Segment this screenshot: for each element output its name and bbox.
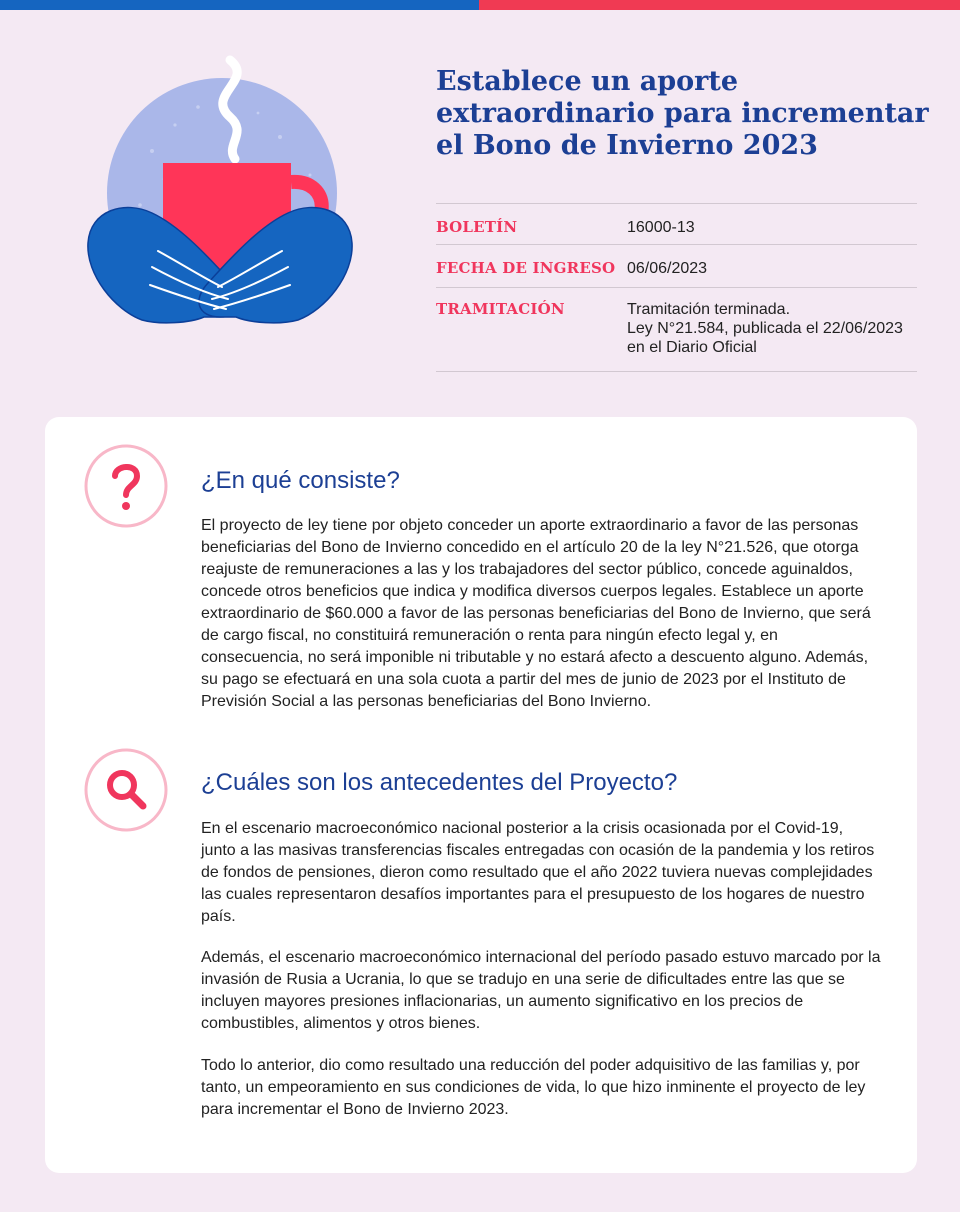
meta-value: 16000-13 — [627, 219, 695, 236]
meta-value: 06/06/2023 — [627, 260, 708, 277]
page-title: Establece un aporte extraordinario para incrementar el Bono de Invierno 2023 — [436, 66, 929, 161]
meta-value: Tramitación terminada. Ley N°21.584, publicada el 22/06/2023 en el Diario Oficial — [627, 301, 903, 356]
meta-row-fecha-ingreso — [436, 245, 917, 288]
top-color-bar — [0, 0, 960, 10]
section-paragraph: Además, el escenario macroeconómico internacional del período pasado estuvo marcado por la invasión de Rusia a Ucrania, lo que se tradujo en una serie de dificultades entre las que se incluyen mayores presiones inflacionarias, un aumento significativo en los precios de combustibles, alimentos y otros bienes. — [201, 949, 881, 1032]
section-paragraph: El proyecto de ley tiene por objeto conceder un aporte extraordinario a favor de las personas beneficiarias del Bono de Invierno concedido en el artículo 20 de la ley N°21.526, que otorga reajuste de remuneraciones a las y los trabajadores del sector público, concede aguinaldos, concede otros beneficios que indica y modifica diversos cuerpos legales. Establece un aporte extraordinario de $60.000 a favor de las personas beneficiarias del Bono de Invierno, que será de cargo fiscal, no constituirá remuneración o renta para ningún efecto legal y, en consecuencia, no será imponible ni tributable y no estará afecto a descuento alguno. Además, su pago se efectuará en una sola cuota a partir del mes de junio de 2023 por el Instituto de Previsión Social a las personas beneficiarias del Bono Invierno. — [201, 517, 871, 710]
magnifier-icon — [83, 747, 169, 833]
hands-holding-hot-mug-icon — [80, 55, 360, 345]
top-bar-red — [479, 0, 960, 10]
question-mark-icon — [83, 443, 169, 529]
section-paragraph: En el escenario macroeconómico nacional posterior a la crisis ocasionada por el Covid-19, junto a las masivas transferencias fiscales entregadas con ocasión de la pandemia y los retiros de fondos de pensiones, dieron como resultado que el año 2022 tuviera nuevas complejidades las cuales representaron desafíos importantes para el presupuesto de los hogares de nuestro país. — [201, 820, 875, 925]
meta-label: BOLETÍN — [436, 218, 518, 236]
meta-row-boletin — [436, 204, 917, 245]
top-bar-blue — [0, 0, 479, 10]
section-title-antecedentes: ¿Cuáles son los antecedentes del Proyecto? — [201, 769, 678, 796]
section-paragraph: Todo lo anterior, dio como resultado una reducción del poder adquisitivo de las familias y, por tanto, un empeoramiento en sus condiciones de vida, lo que hizo inminente el proyecto de ley para incrementar el Bono de Invierno 2023. — [201, 1057, 866, 1118]
content-card — [45, 417, 917, 1173]
metadata-table — [436, 203, 917, 372]
meta-row-tramitacion — [436, 288, 917, 372]
meta-label: TRAMITACIÓN — [436, 300, 565, 318]
section-title-consiste: ¿En qué consiste? — [201, 467, 400, 494]
meta-label: FECHA DE INGRESO — [436, 259, 616, 277]
